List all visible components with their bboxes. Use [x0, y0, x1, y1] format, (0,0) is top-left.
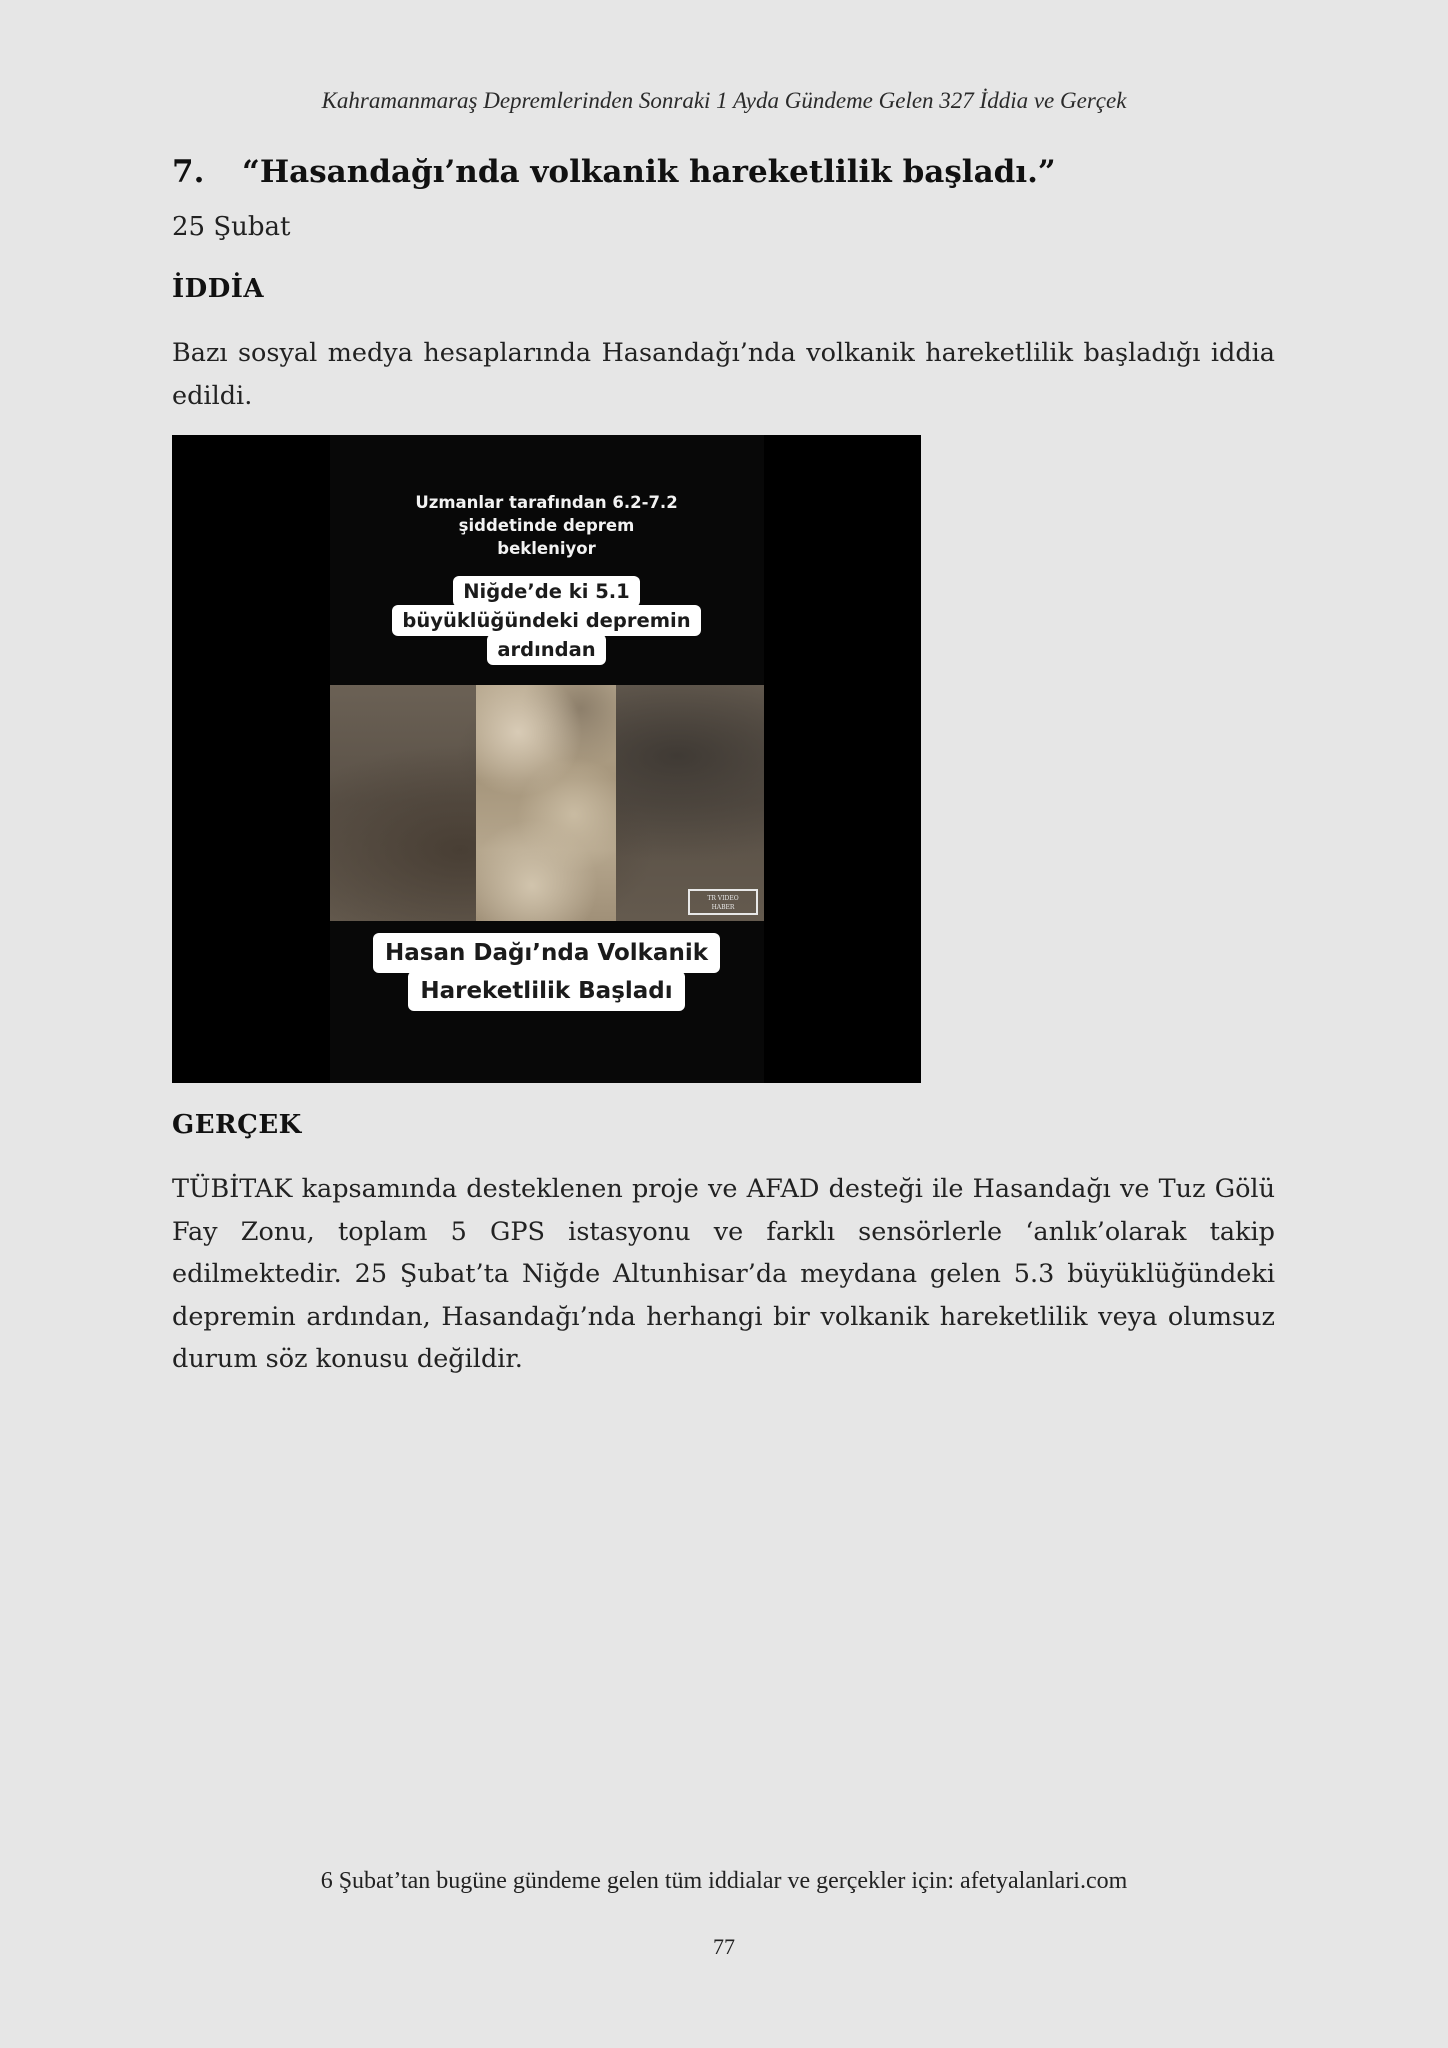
bottom-pill-line: Hareketlilik Başladı — [408, 971, 684, 1011]
bottom-pill-line: Hasan Dağı’nda Volkanik — [373, 933, 720, 973]
video-caption-line: bekleniyor — [497, 539, 596, 558]
bottom-text-pill — [172, 933, 921, 1009]
watermark-stamp — [688, 889, 758, 915]
item-number: 7. — [172, 154, 205, 190]
ground-photo — [330, 685, 764, 921]
top-pill-line: Niğde’de ki 5.1 — [453, 576, 640, 607]
ground-photo-center-strip — [476, 685, 616, 921]
claim-screenshot-figure — [172, 435, 921, 1083]
claim-text: Bazı sosyal medya hesaplarında Hasandağı’nda volkanik hareketlilik başladığı iddia edildi. — [172, 338, 1275, 411]
page-number: 77 — [713, 1934, 735, 1959]
video-caption-line: şiddetinde deprem — [458, 516, 635, 535]
claim-label: İDDİA — [172, 274, 265, 304]
watermark-line: HABER — [711, 904, 735, 911]
video-caption-line: Uzmanlar tarafından 6.2-7.2 — [415, 493, 678, 512]
fact-label: GERÇEK — [172, 1110, 302, 1140]
fact-text: TÜBİTAK kapsamında desteklenen proje ve AFAD desteği ile Hasandağı ve Tuz Gölü Fay Zonu, toplam 5 GPS istasyonu ve farklı sensörlerle ‘anlık’olarak takip edilmektedir. 25 Şubat’ta Niğde Altunhisar’da meydana gelen 5.3 büyüklüğündeki depremin ardından, Hasandağı’nda herhangi bir volkanik hareketlilik veya olumsuz durum söz konusu değildir. — [172, 1174, 1275, 1374]
watermark-line: TR VIDEO — [707, 895, 739, 902]
item-date: 25 Şubat — [172, 212, 291, 242]
top-text-pill — [172, 576, 921, 663]
running-header: Kahramanmaraş Depremlerinden Sonraki 1 Ayda Gündeme Gelen 327 İddia ve Gerçek — [321, 88, 1127, 113]
top-pill-line: ardından — [487, 634, 605, 665]
top-pill-line: büyüklüğündeki depremin — [392, 605, 700, 636]
video-caption — [172, 491, 921, 560]
item-title: “Hasandağı’nda volkanik hareketlilik başladı.” — [242, 154, 1056, 190]
footer-note: 6 Şubat’tan bugüne gündeme gelen tüm iddialar ve gerçekler için: afetyalanlari.com — [320, 1868, 1128, 1894]
item-heading — [172, 154, 1056, 190]
